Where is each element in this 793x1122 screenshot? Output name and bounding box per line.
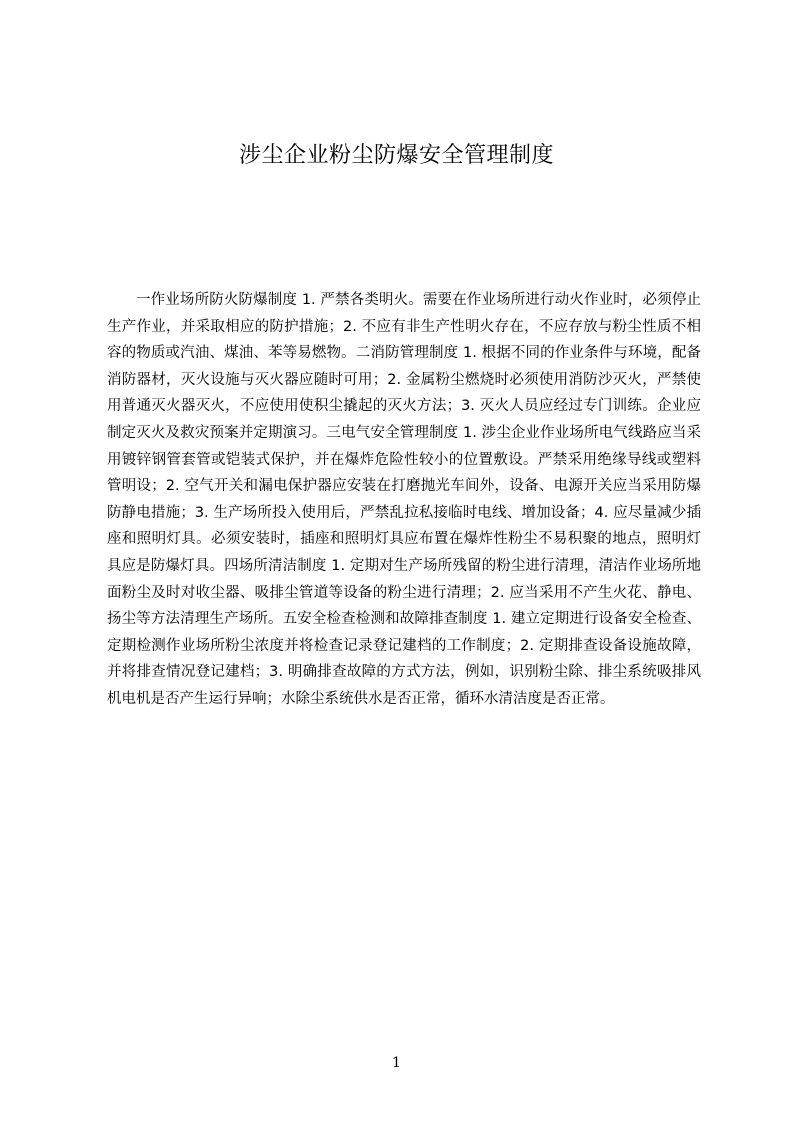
- document-title: 涉尘企业粉尘防爆安全管理制度: [238, 143, 554, 168]
- document-body-paragraph: 一作业场所防火防爆制度 1. 严禁各类明火。需要在作业场所进行动火作业时，必须停止生产作业，并采取相应的防护措施；2. 不应有非生产性明火存在，不应存放与粉尘性质不相容的物质或汽油、煤油、苯等易燃物。二消防管理制度 1. 根据不同的作业条件与环境，配备消防器材，灭火设施与灭火器应随时可用；2. 金属粉尘燃烧时必须使用消防沙灭火，严禁使用普通灭火器灭火，不应使用使积尘撬起的灭火方法；3. 灭火人员应经过专门训练。企业应制定灭火及救灾预案并定期演习。三电气安全管理制度 1. 涉尘企业作业场所电气线路应当采用镀锌钢管套管或铠装式保护，并在爆炸危险性较小的位置敷设。严禁采用绝缘导线或塑料管明设；2. 空气开关和漏电保护器应安装在打磨抛光车间外，设备、电源开关应当采用防爆防静电措施；3. 生产场所投入使用后，严禁乱拉私接临时电线、增加设备；4. 应尽量减少插座和照明灯具。必须安装时，插座和照明灯具应布置在爆炸性粉尘不易积聚的地点，照明灯具应是防爆灯具。四场所清洁制度 1. 定期对生产场所残留的粉尘进行清理，清洁作业场所地面粉尘及时对收尘器、吸排尘管道等设备的粉尘进行清理；2. 应当采用不产生火花、静电、扬尘等方法清理生产场所。五安全检查检测和故障排查制度 1. 建立定期进行设备安全检查、定期检测作业场所粉尘浓度并将检查记录登记建档的工作制度；2. 定期排查设备设施故障，并将排查情况登记建档；3. 明确排查故障的方式方法，例如，识别粉尘除、排尘系统吸排风机电机是否产生运行异响；水除尘系统供水是否正常，循环水清洁度是否正常。: [107, 292, 701, 707]
- page-number: 1: [392, 1055, 401, 1071]
